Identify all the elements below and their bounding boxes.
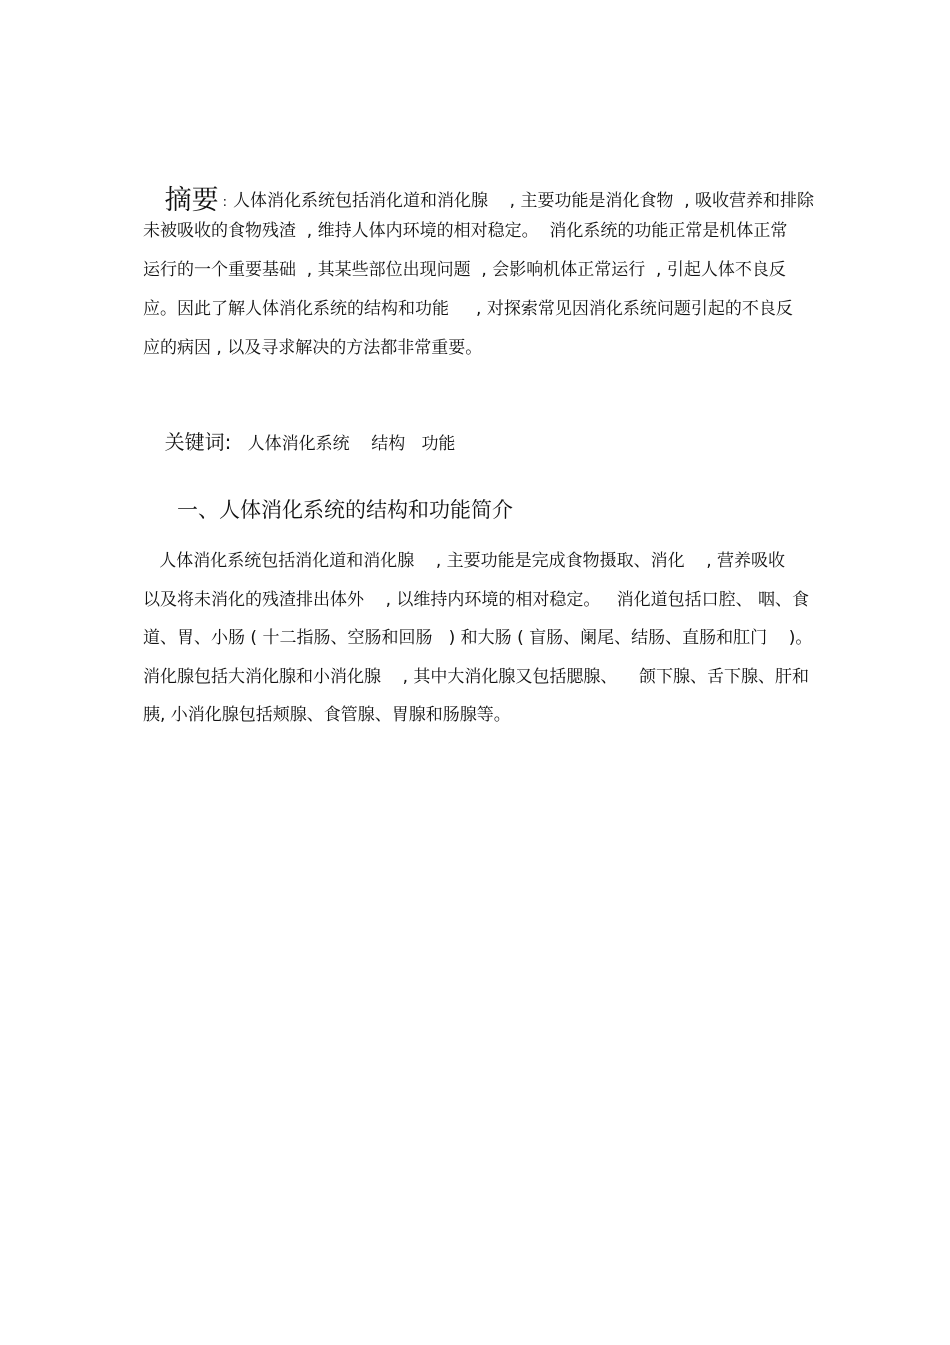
keyword-item: 人体消化系统 — [247, 434, 350, 454]
keyword-item: 结构 — [371, 434, 406, 454]
keyword-item: 功能 — [421, 434, 456, 454]
body-line-1: 人体消化系统包括消化道和消化腺 , 主要功能是完成食物摄取、消化 , 营养吸收 — [143, 551, 786, 571]
abstract-text: 人体消化系统包括消化道和消化腺 , 主要功能是消化食物 , 吸收营养和排除 — [233, 191, 815, 211]
body-line-2: 以及将未消化的残渣排出体外 , 以维持内环境的相对稳定。 消化道包括口腔、 咽、食 — [143, 590, 810, 610]
body-line-5: 胰, 小消化腺包括颊腺、食管腺、胃腺和肠腺等。 — [143, 705, 511, 725]
abstract-line-3: 运行的一个重要基础 , 其某些部位出现问题 , 会影响机体正常运行 , 引起人体不良反 — [143, 260, 786, 280]
abstract-line-2: 未被吸收的食物残渣 , 维持人体内环境的相对稳定。 消化系统的功能正常是机体正常 — [143, 221, 788, 241]
abstract-label: 摘要 — [164, 185, 219, 216]
keywords-label: 关键词: — [164, 430, 232, 454]
body-line-4: 消化腺包括大消化腺和小消化腺 , 其中大消化腺又包括腮腺、 颌下腺、舌下腺、肝和 — [143, 667, 810, 687]
abstract-colon: : — [222, 195, 228, 210]
abstract-line-5: 应的病因 , 以及寻求解决的方法都非常重要。 — [143, 338, 483, 358]
body-line-3: 道、胃、小肠 ( 十二指肠、空肠和回肠 ) 和大肠 ( 盲肠、阑尾、结肠、直肠和肛门 )。 — [143, 628, 813, 648]
abstract-line-4: 应。因此了解人体消化系统的结构和功能 , 对探索常见因消化系统问题引起的不良反 — [143, 299, 793, 319]
keywords-line — [143, 412, 455, 474]
section-heading: 一、人体消化系统的结构和功能简介 — [177, 498, 513, 522]
